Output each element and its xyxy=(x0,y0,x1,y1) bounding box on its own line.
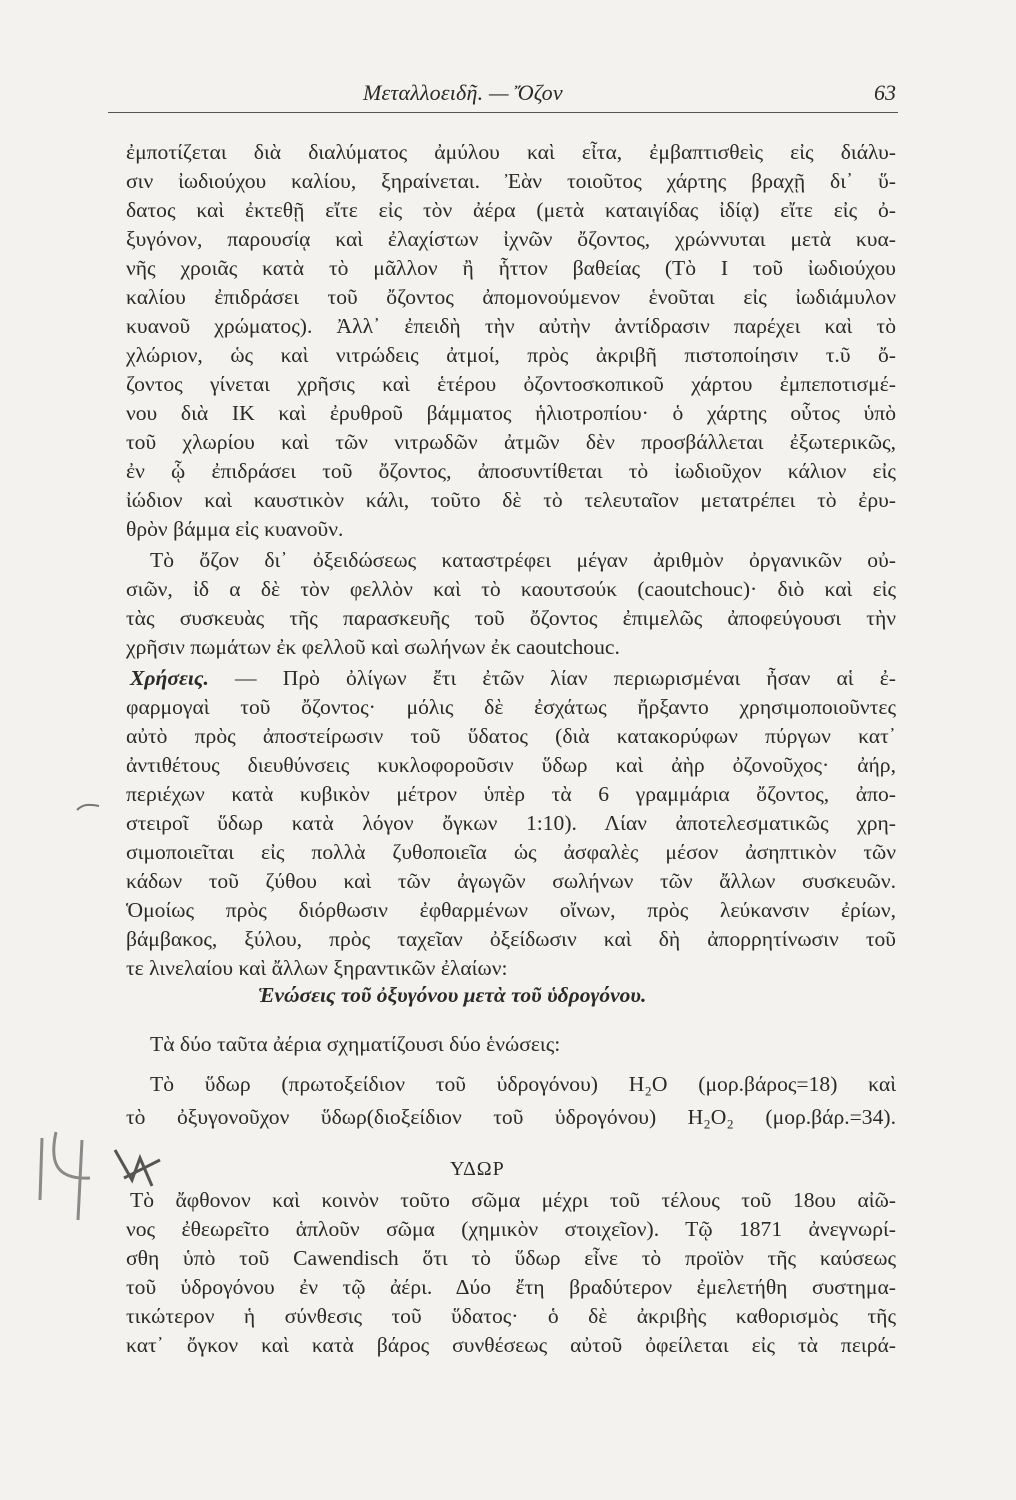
page-number: 63 xyxy=(874,80,896,105)
text-line: καλίου ἐπιδράσει τοῦ ὄζοντος ἀπομονούμενον ἑνοῦται εἰς ἰωδιάμυλον xyxy=(126,285,896,309)
text-line: περιέχων κατὰ κυβικὸν μέτρον ὑπὲρ τὰ 6 γραμμάρια ὄζοντος, ἀπο- xyxy=(126,782,896,806)
text-line: χλώριον, ὡς καὶ νιτρώδεις ἀτμοί, πρὸς ἀκριβῆ πιστοποίησιν τ.ῦ ὄ- xyxy=(126,343,896,367)
text-line: σθη ὑπὸ τοῦ Cawendisch ὅτι τὸ ὕδωρ εἶνε τὸ προϊὸν τῆς καύσεως xyxy=(126,1246,896,1270)
text-line: τικώτερον ἡ σύνθεσις τοῦ ὕδατος· ὁ δὲ ἀκριβὴς καθορισμὸς τῆς xyxy=(126,1304,896,1328)
text-line: τὰς συσκευὰς τῆς παρασκευῆς τοῦ ὄζοντος ἐπιμελῶς ἀποφεύγουσι τὴν xyxy=(126,606,896,630)
margin-tick-mark xyxy=(75,800,103,816)
text-line xyxy=(130,664,896,693)
running-title: Μεταλλοειδῆ. — Ὄζον xyxy=(363,80,563,105)
text-line: ζοντος γίνεται χρῆσις καὶ ἑτέρου ὀζοντοσκοπικοῦ χάρτου ἐμπεποτισμέ- xyxy=(126,372,896,396)
text-line: τὸ ὀξυγονοῦχον ὕδωρ(διοξείδιον τοῦ ὑδρογόνου) H₂O₂ (μορ.βάρ.=34). xyxy=(126,1105,896,1129)
text-line: τοῦ χλωρίου καὶ τῶν νιτρωδῶν ἀτμῶν δὲν προσβάλλεται ἐξωτερικῶς, xyxy=(126,430,896,454)
text-line: σιν ἰωδιούχου καλίου, ξηραίνεται. Ἐὰν τοιοῦτος χάρτης βραχῇ δι᾽ ὕ- xyxy=(126,169,896,193)
uses-first-line: — Πρὸ ὀλίγων ἔτι ἐτῶν λίαν περιωρισμέναι ἦσαν αἱ ἐ- xyxy=(235,666,896,690)
text-line: Τὸ ὄζον δι᾽ ὀξειδώσεως καταστρέφει μέγαν ἀριθμὸν ὀργανικῶν οὐ- xyxy=(150,548,896,572)
text-line: νου διὰ ΙΚ καὶ ἐρυθροῦ βάμματος ἡλιοτροπίου· ὁ χάρτης οὗτος ὑπὸ xyxy=(126,401,896,425)
text-line: ἰώδιον καὶ καυστικὸν κάλι, τοῦτο δὲ τὸ τελευταῖον μετατρέπει τὸ ἐρυ- xyxy=(126,488,896,512)
text-line: Τὸ ἄφθονον καὶ κοινὸν τοῦτο σῶμα μέχρι τοῦ τέλους τοῦ 18ου αἰῶ- xyxy=(130,1188,896,1212)
subsection-title: ΥΔΩΡ xyxy=(450,1158,505,1180)
text-line: σιμοποιεῖται εἰς πολλὰ ζυθοποιεῖα ὡς ἀσφαλὲς μέσον ἀσηπτικὸν τῶν xyxy=(126,840,896,864)
section-heading: Ἑνώσεις τοῦ ὀξυγόνου μετὰ τοῦ ὑδρογόνου. xyxy=(258,983,647,1007)
text-line: δατος καὶ ἐκτεθῇ εἴτε εἰς τὸν ἀέρα (μετὰ καταιγίδας ἰδίᾳ) εἴτε εἰς ὀ- xyxy=(126,198,896,222)
text-line: Ὁμοίως πρὸς διόρθωσιν ἐφθαρμένων οἴνων, πρὸς λεύκανσιν ἐρίων, xyxy=(126,898,896,922)
text-line: ἀντιθέτους διευθύνσεις κυκλοφοροῦσιν ὕδωρ καὶ ἀὴρ ὀζονοῦχος· ἀήρ, xyxy=(126,753,896,777)
text-line: νος ἐθεωρεῖτο ἁπλοῦν σῶμα (χημικὸν στοιχεῖον). Τῷ 1871 ἀνεγνωρί- xyxy=(126,1217,896,1241)
uses-lead: Χρήσεις. xyxy=(130,666,209,690)
text-line: χρῆσιν πωμάτων ἐκ φελλοῦ καὶ σωλήνων ἐκ caoutchouc. xyxy=(126,635,620,659)
text-line: ἐν ᾧ ἐπιδράσει τοῦ ὄζοντος, ἀποσυντίθεται τὸ ἰωδιοῦχον κάλιον εἰς xyxy=(126,459,896,483)
text-line: βάμβακος, ξύλου, πρὸς ταχεῖαν ὀξείδωσιν καὶ δὴ ἀπορρητίνωσιν τοῦ xyxy=(126,927,896,951)
text-line: Τὸ ὕδωρ (πρωτοξείδιον τοῦ ὑδρογόνου) H₂O (μορ.βάρος=18) καὶ xyxy=(150,1072,896,1096)
text-line: κάδων τοῦ ζύθου καὶ τῶν ἀγωγῶν σωλήνων τῶν ἄλλων συσκευῶν. xyxy=(126,869,896,893)
text-line: τε λινελαίου καὶ ἄλλων ξηραντικῶν ἐλαίων: xyxy=(126,956,508,980)
text-line: τοῦ ὑδρογόνου ἐν τῷ ἀέρι. Δύο ἔτη βραδύτερον ἐμελετήθη συστημα- xyxy=(126,1275,896,1299)
text-line: κυανοῦ χρώματος). Ἀλλ᾽ ἐπειδὴ τὴν αὐτὴν ἀντίδρασιν παρέχει καὶ τὸ xyxy=(126,314,896,338)
text-line: θρὸν βάμμα εἰς κυανοῦν. xyxy=(126,517,344,541)
text-line: στειροῖ ὕδωρ κατὰ λόγον ὄγκων 1:10). Λίαν ἀποτελεσματικῶς χρη- xyxy=(126,811,896,835)
text-line: Τὰ δύο ταῦτα ἀέρια σχηματίζουσι δύο ἑνώσεις: xyxy=(150,1032,561,1056)
text-line: ἐμποτίζεται διὰ διαλύματος ἀμύλου καὶ εἶτα, ἐμβαπτισθεὶς εἰς διάλυ- xyxy=(126,140,896,164)
text-line: νῆς χροιᾶς κατὰ τὸ μᾶλλον ἢ ἧττον βαθείας (Τὸ Ι τοῦ ἰωδιούχου xyxy=(126,256,896,280)
text-line: ξυγόνον, παρουσίᾳ καὶ ἐλαχίστων ἰχνῶν ὄζοντος, χρώννυται μετὰ κυα- xyxy=(126,227,896,251)
running-header xyxy=(108,78,898,113)
text-line: αὐτὸ πρὸς ἀποστείρωσιν τοῦ ὕδατος (διὰ κατακορύφων πύργων κατ᾽ xyxy=(126,724,896,748)
text-line: σιῶν, ἰδ α δὲ τὸν φελλὸν καὶ τὸ καουτσούκ (caoutchouc)· διὸ καὶ εἰς xyxy=(126,577,896,601)
text-line: φαρμογαὶ τοῦ ὄζοντος· μόλις δὲ ἐσχάτως ἤρξαντο χρησιμοποιοῦντες xyxy=(126,695,896,719)
text-line: κατ᾽ ὄγκον καὶ κατὰ βάρος συνθέσεως αὐτοῦ ὀφείλεται εἰς τὰ πειρά- xyxy=(126,1333,896,1357)
